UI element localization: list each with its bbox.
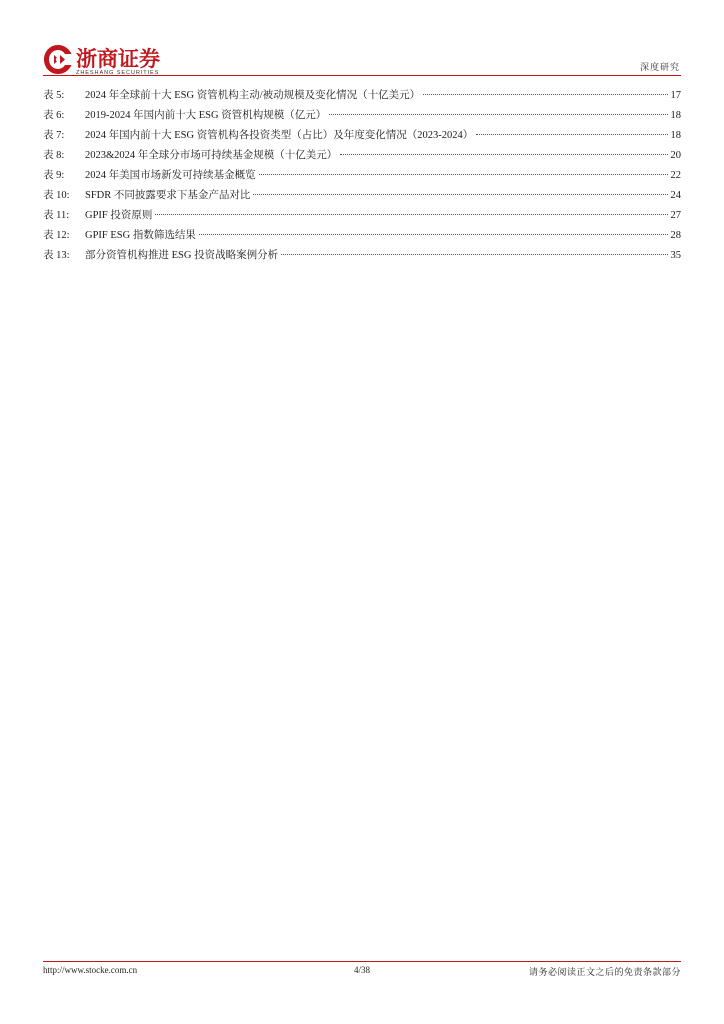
toc-leader-dots (155, 214, 667, 215)
toc-leader-dots (423, 94, 667, 95)
toc-entry-title: SFDR 不同披露要求下基金产品对比 (85, 190, 251, 201)
company-name-cn: 浙商证券 (76, 47, 160, 71)
toc-entry[interactable] (43, 186, 681, 206)
company-name-en: ZHESHANG SECURITIES (76, 70, 160, 76)
footer-disclaimer: 请务必阅读正文之后的免责条款部分 (528, 967, 681, 977)
toc-entry-page: 17 (670, 90, 681, 101)
toc-entry-title: 2019-2024 年国内前十大 ESG 资管机构规模（亿元） (85, 110, 327, 121)
toc-entry[interactable] (43, 146, 681, 166)
toc-entry[interactable] (43, 106, 681, 126)
company-logo-icon (43, 44, 73, 76)
toc-entry-title: 2023&2024 年全球分市场可持续基金规模（十亿美元） (85, 150, 338, 161)
toc-entry-label: 表 6: (43, 110, 65, 121)
footer-page-number: 4/38 (353, 965, 370, 975)
toc-entry-title: 2024 年全球前十大 ESG 资管机构主动/被动规模及变化情况（十亿美元） (85, 90, 421, 101)
toc-leader-dots (199, 234, 668, 235)
toc-entry-label: 表 8: (43, 150, 65, 161)
toc-leader-dots (253, 194, 667, 195)
toc-entry-page: 20 (670, 150, 681, 161)
toc-entry[interactable] (43, 206, 681, 226)
toc-entry-label: 表 12: (43, 230, 70, 241)
toc-leader-dots (329, 114, 667, 115)
toc-entry-title: GPIF 投资原则 (85, 210, 153, 221)
toc-entry-title: 部分资管机构推进 ESG 投资战略案例分析 (85, 250, 279, 261)
toc-entry[interactable] (43, 126, 681, 146)
report-type-label: 深度研究 (639, 62, 680, 72)
toc-leader-dots (476, 134, 667, 135)
toc-entry-label: 表 7: (43, 130, 65, 141)
toc-leader-dots (281, 254, 667, 255)
toc-entry-page: 35 (670, 250, 681, 261)
toc-entry[interactable] (43, 166, 681, 186)
toc-entry-label: 表 5: (43, 90, 65, 101)
toc-entry-label: 表 13: (43, 250, 70, 261)
toc-entry-page: 22 (670, 170, 681, 181)
footer-website-link[interactable]: http://www.stocke.com.cn (43, 965, 138, 975)
header-divider (43, 75, 681, 76)
toc-entry-title: 2024 年美国市场新发可持续基金概览 (85, 170, 256, 181)
toc-entry-page: 18 (670, 110, 681, 121)
toc-entry-page: 18 (670, 130, 681, 141)
page-header (0, 0, 724, 80)
company-logo (43, 44, 160, 78)
table-of-contents (43, 86, 681, 266)
toc-entry-label: 表 9: (43, 170, 65, 181)
toc-entry-page: 24 (670, 190, 681, 201)
toc-entry-label: 表 10: (43, 190, 70, 201)
toc-entry[interactable] (43, 246, 681, 266)
toc-leader-dots (259, 174, 668, 175)
toc-entry-title: GPIF ESG 指数筛选结果 (85, 230, 196, 241)
footer-divider (43, 961, 681, 962)
toc-entry[interactable] (43, 86, 681, 106)
toc-entry[interactable] (43, 226, 681, 246)
toc-entry-label: 表 11: (43, 210, 70, 221)
toc-entry-page: 27 (670, 210, 681, 221)
toc-entry-title: 2024 年国内前十大 ESG 资管机构各投资类型（占比）及年度变化情况（2023-2024） (85, 130, 474, 141)
toc-leader-dots (340, 154, 667, 155)
toc-entry-page: 28 (670, 230, 681, 241)
